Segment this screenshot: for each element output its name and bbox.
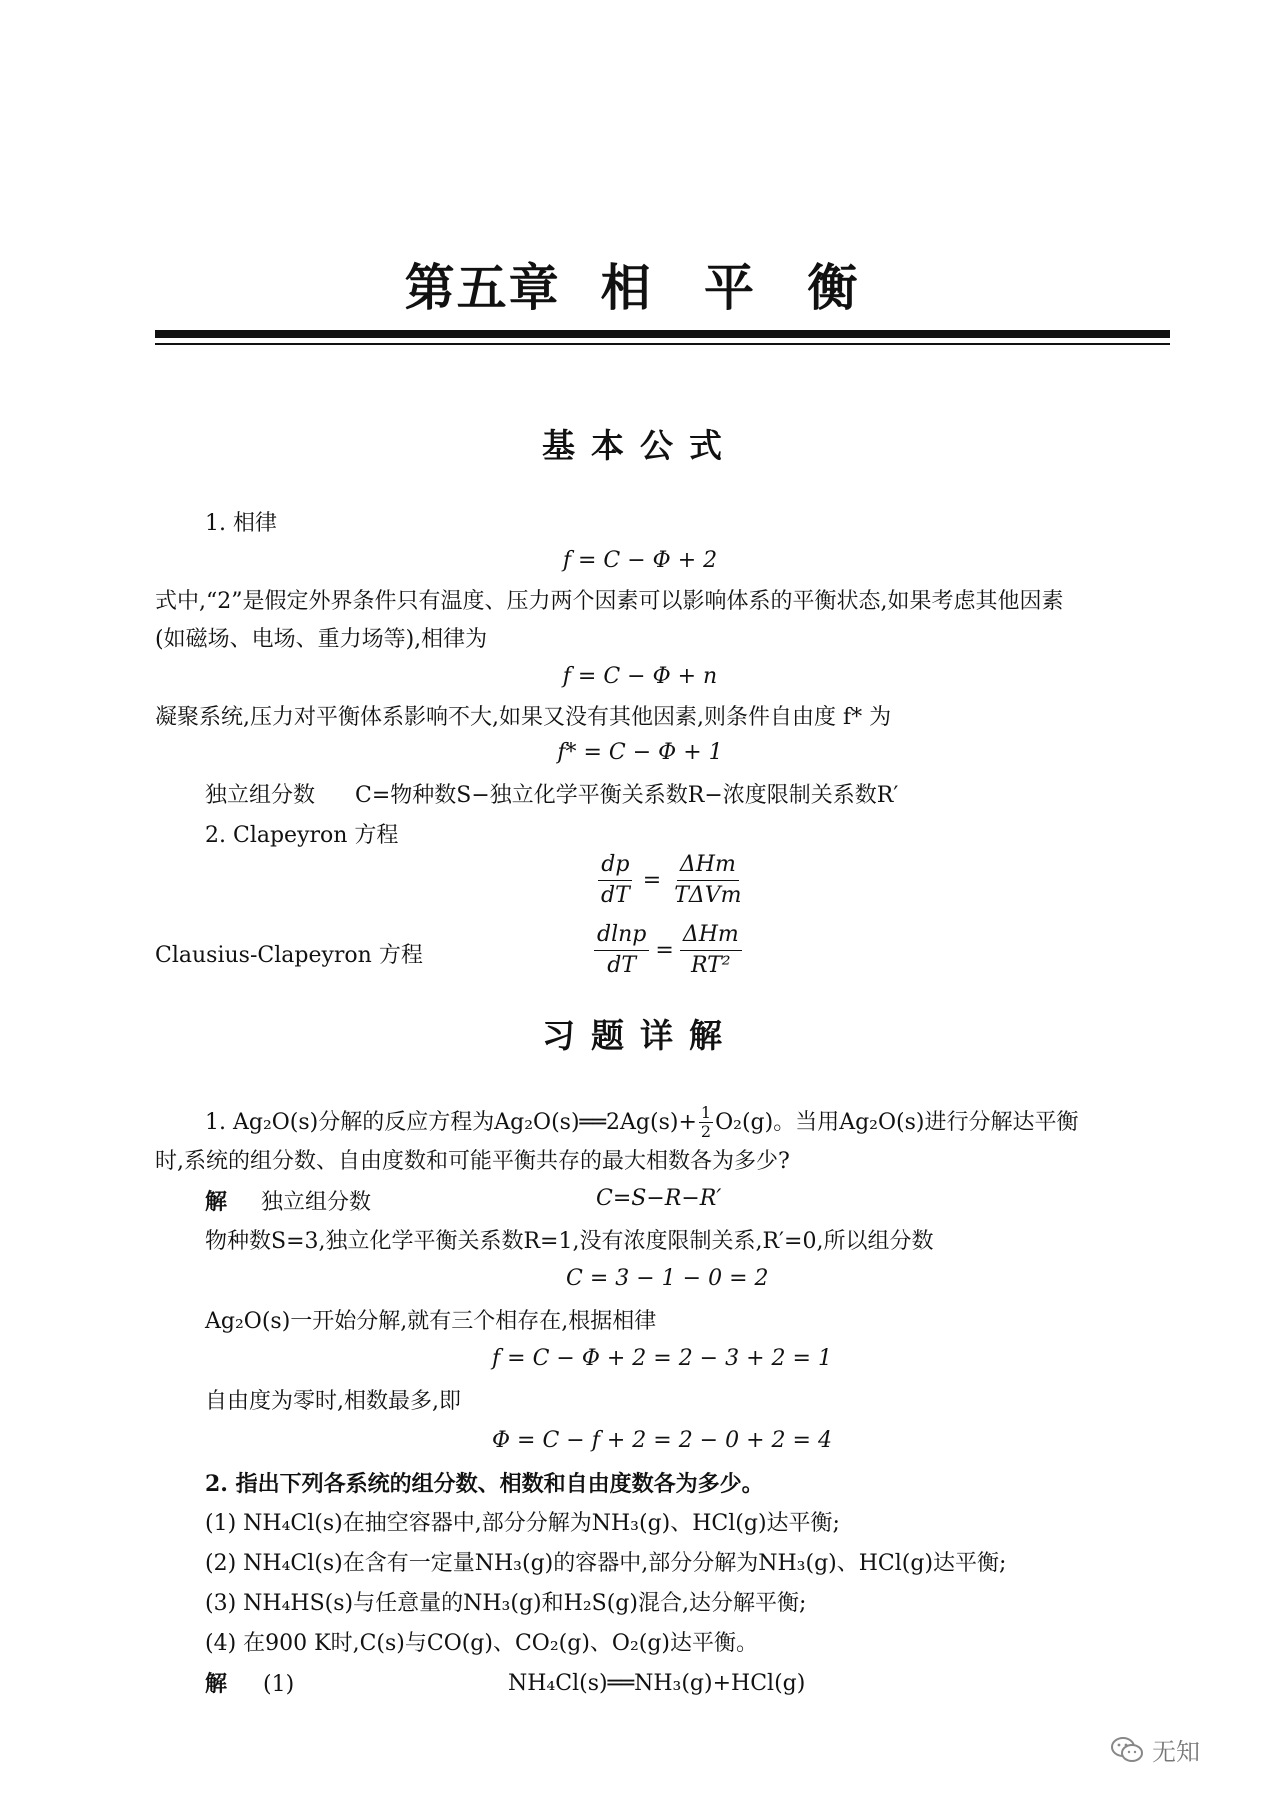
equals-sign: = [655,938,674,963]
answer-1-equation-2: f = C − Φ + 2 = 2 − 3 + 2 = 1 [492,1346,832,1371]
equals-sign: = [642,868,662,893]
answer-1-line-2: 物种数S=3,独立化学平衡关系数R=1,没有浓度限制关系,R′=0,所以组分数 [205,1229,934,1254]
question-1-line-2: 时,系统的组分数、自由度数和可能平衡共存的最大相数各为多少? [155,1149,790,1174]
wechat-icon [1110,1735,1144,1765]
answer-1-line-4: 自由度为零时,相数最多,即 [205,1389,461,1414]
question-1-line-1: 1. Ag₂O(s)分解的反应方程为Ag₂O(s)══2Ag(s)+ $\frac{1}{2}$ O₂(g)。当用Ag₂O(s)进行分解达平衡 [205,1103,1079,1141]
answer-1-line-1: 解 独立组分数 [205,1189,372,1215]
watermark [1110,1732,1200,1767]
paragraph-2: 凝聚系统,压力对平衡体系影响不大,如果又没有其他因素,则条件自由度 f* 为 [155,705,892,730]
clapeyron-rhs: $\frac{\text{ΔHm}}{\text{TΔVm}}$ [674,852,742,908]
chapter-title [0,248,1280,320]
answer-2-equation: NH₄Cl(s)══NH₃(g)+HCl(g) [508,1671,806,1696]
cc-rhs: $\frac{\text{ΔHm}}{\text{RT²}}$ [680,922,742,979]
answer-part-number: (1) [263,1672,295,1697]
question-2-part-2: (2) NH₄Cl(s)在含有一定量NH₃(g)的容器中,部分分解为NH₃(g)、HCl(g)达平衡; [205,1551,1007,1576]
answer-1-equation-3: Φ = C − f + 2 = 2 − 0 + 2 = 4 [492,1428,832,1453]
paragraph-1-line-2: (如磁场、电场、重力场等),相律为 [155,627,488,652]
clausius-clapeyron-equation [594,922,742,979]
clapeyron-equation [598,852,745,909]
section-title-solutions: 习题详解 [542,1016,738,1055]
cc-lhs: $\frac{dlnp}{dT}$ [594,922,649,979]
item1-title: 1. 相律 [205,511,277,536]
chapter-rule-thin [155,343,1170,345]
item2-title: 2. Clapeyron 方程 [205,823,399,848]
section-title-formulas: 基本公式 [542,426,738,465]
chapter-name: 相 平 衡 [600,258,876,317]
independent-components-formula: C=物种数S−独立化学平衡关系数R−浓度限制关系数R′ [355,783,899,808]
question-2-part-4: (4) 在900 K时,C(s)与CO(g)、CO₂(g)、O₂(g)达平衡。 [205,1631,759,1656]
answer-2-line-1 [205,1668,294,1701]
clapeyron-lhs: $\frac{dp}{dT}$ [598,852,633,909]
equation-phase-rule-n: f = C − Φ + n [562,664,718,689]
paragraph-1-line-1: 式中,“2”是假定外界条件只有温度、压力两个因素可以影响体系的平衡状态,如果考虑其他因素 [155,589,1064,614]
question-2-part-1: (1) NH₄Cl(s)在抽空容器中,部分分解为NH₃(g)、HCl(g)达平衡; [205,1511,840,1536]
fraction-one-half: $\frac{1}{2}$ [700,1103,712,1141]
paragraph-3 [205,780,898,812]
clausius-clapeyron-label: Clausius-Clapeyron 方程 [155,943,423,968]
independent-components-label: 独立组分数 [205,783,316,808]
watermark-text: 无知 [1152,1738,1200,1766]
chapter-number: 第五章 [404,258,561,317]
question-2-title: 2. 指出下列各系统的组分数、相数和自由度数各为多少。 [205,1471,764,1497]
answer-1-equation-1: C = 3 − 1 − 0 = 2 [566,1266,769,1291]
equation-phase-rule: f = C − Φ + 2 [562,548,718,573]
answer-label: 解 [205,1671,228,1697]
equation-condensed: f* = C − Φ + 1 [557,740,723,765]
question-2-part-3: (3) NH₄HS(s)与任意量的NH₃(g)和H₂S(g)混合,达分解平衡; [205,1591,807,1616]
answer-1-formula: C=S−R−R′ [596,1186,722,1211]
chapter-rule-thick [155,330,1170,338]
answer-1-line-3: Ag₂O(s)一开始分解,就有三个相存在,根据相律 [205,1309,657,1334]
answer-label: 解 [205,1189,228,1215]
